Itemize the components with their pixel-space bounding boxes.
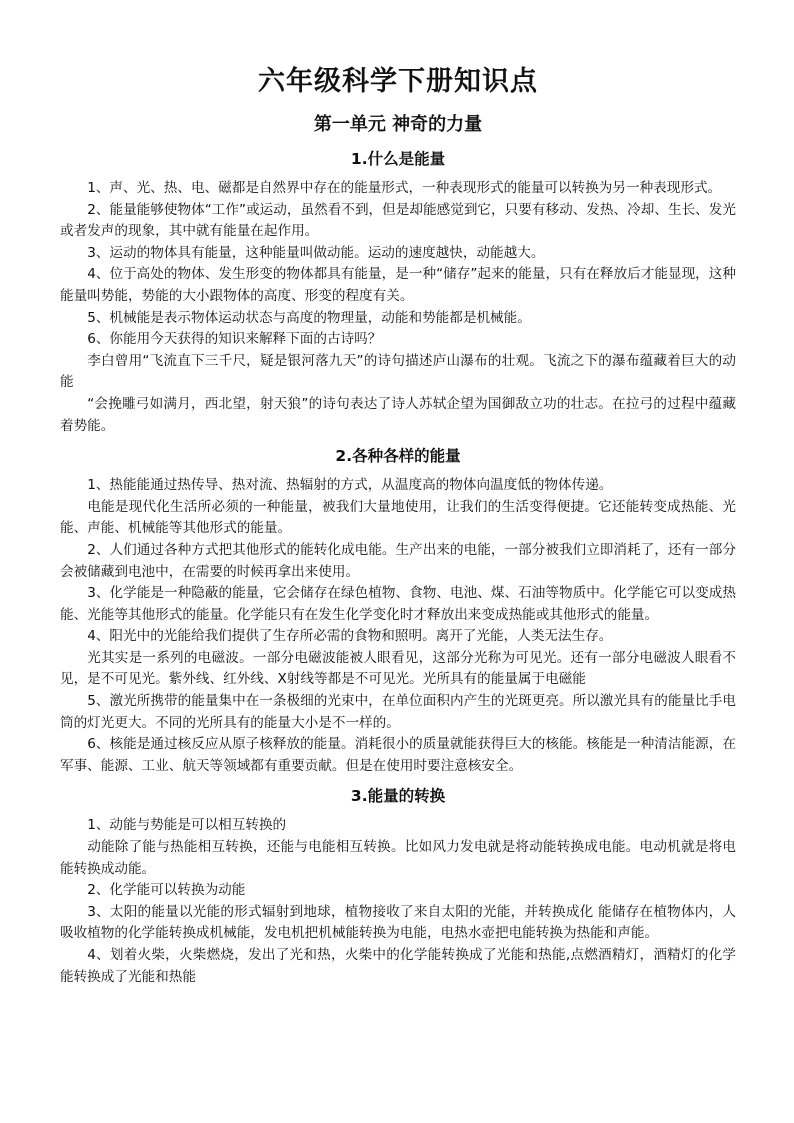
section-various-energy	[60, 445, 736, 777]
paragraph: 3、太阳的能量以光能的形式辐射到地球，植物接收了来自太阳的光能，并转换成化 能储存在植物体内，人吸收植物的化学能转换成机械能，发电机把机械能转换为电能，电热水壶把电能转换为热能和声能。	[60, 903, 736, 942]
paragraph: 4、划着火柴，火柴燃烧，发出了光和热，火柴中的化学能转换成了光能和热能,点燃酒精灯，酒精灯的化学能转换成了光能和热能	[60, 947, 736, 985]
page-title: 六年级科学下册知识点	[258, 66, 538, 97]
paragraph: 3、化学能是一种隐蔽的能量，它会储存在绿色植物、食物、电池、煤、石油等物质中。化学能它可以变成热能、光能等其他形式的能量。化学能只有在发生化学变化时才释放出来变成热能或其他形式的能量。	[60, 585, 736, 623]
paragraph: 2、化学能可以转换为动能	[87, 882, 246, 899]
unit-title: 第一单元 神奇的力量	[313, 114, 483, 135]
paragraph: 5、机械能是表示物体运动状态与高度的物理量，动能和势能都是机械能。	[87, 309, 531, 326]
section-what-is-energy	[60, 148, 736, 437]
section-heading: 3.能量的转换	[350, 787, 446, 806]
paragraph: 6、你能用今天获得的知识来解释下面的古诗吗？	[87, 331, 382, 348]
paragraph: 4、阳光中的光能给我们提供了生存所必需的食物和照明。离开了光能，人类无法生存。	[87, 628, 613, 645]
section-heading: 1.什么是能量	[350, 150, 446, 168]
paragraph: 1、热能能通过热传导、热对流、热辐射的方式，从温度高的物体向温度低的物体传递。	[87, 477, 613, 494]
paragraph: 1、声、光、热、电、磁都是自然界中存在的能量形式，一种表现形式的能量可以转换为另一种表现形式。	[87, 180, 722, 196]
paragraph: 2、能量能够使物体“工作”或运动，虽然看不到，但是却能感觉到它，只要有移动、发热、冷却、生长、发光或者发声的现象，其中就有能量在起作用。	[60, 201, 736, 240]
section-heading: 2.各种各样的能量	[335, 447, 461, 466]
paragraph: 电能是现代化生活所必须的一种能量，被我们大量地使用，让我们的生活变得便捷。它还能转变成热能、光能、声能、机械能等其他形式的能量。	[60, 498, 736, 537]
paragraph: 李白曾用“飞流直下三千尺，疑是银河落九天”的诗句描述庐山瀑布的壮观。飞流之下的瀑布蕴藏着巨大的动能	[60, 352, 736, 391]
paragraph: 光其实是一系列的电磁波。一部分电磁波能被人眼看见，这部分光称为可见光。还有一部分电磁波人眼看不见，是不可见光。紫外线、红外线、X射线等都是不可见光。光所具有的能量属于电磁能	[60, 649, 736, 688]
paragraph: “会挽雕弓如满月，西北望，射天狼”的诗句表达了诗人苏轼企望为国御敌立功的壮志。在拉弓的过程中蕴藏着势能。	[60, 395, 736, 434]
paragraph: 动能除了能与热能相互转换，还能与电能相互转换。比如风力发电就是将动能转换成电能。电动机就是将电能转换成动能。	[60, 839, 736, 877]
section-energy-conversion	[60, 785, 736, 988]
paragraph: 6、核能是通过核反应从原子核释放的能量。消耗很小的质量就能获得巨大的核能。核能是一种清洁能源，在军事、能源、工业、航天等领域都有重要贡献。但是在使用时要注意核安全。	[60, 736, 736, 774]
paragraph: 4、位于高处的物体、发生形变的物体都具有能量，是一种“储存”起来的能量，只有在释放后才能显现，这种能量叫势能，势能的大小跟物体的高度、形变的程度有关。	[60, 266, 736, 304]
paragraph: 3、运动的物体具有能量，这种能量叫做动能。运动的速度越快，动能越大。	[87, 244, 545, 261]
paragraph: 1、动能与势能是可以相互转换的	[87, 817, 287, 834]
paragraph: 2、人们通过各种方式把其他形式的能转化成电能。生产出来的电能，一部分被我们立即消耗了，还有一部分会被储藏到电池中，在需要的时候再拿出来使用。	[60, 541, 736, 580]
paragraph: 5、激光所携带的能量集中在一条极细的光束中，在单位面积内产生的光斑更亮。所以激光具有的能量比手电筒的灯光更大。不同的光所具有的能量大小是不一样的。	[60, 693, 736, 731]
